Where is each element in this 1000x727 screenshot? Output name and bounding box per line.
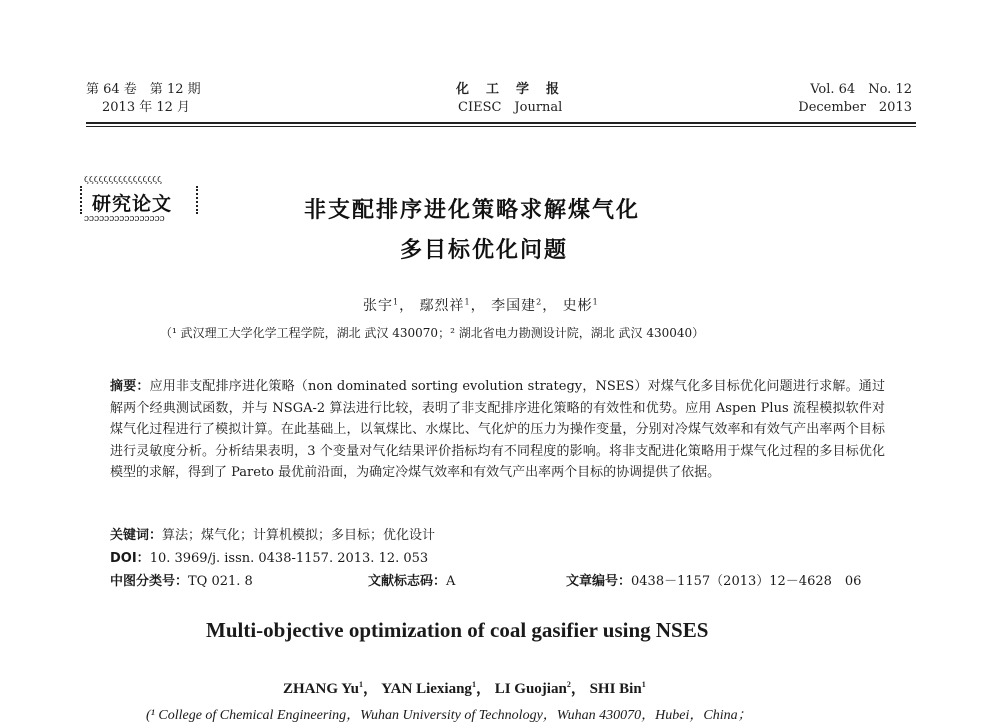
tag-border-left: [80, 186, 86, 214]
author-sep: ，: [399, 298, 415, 314]
title-zh-line2: 多目标优化问题: [400, 238, 569, 263]
author-en-4: SHI Bin: [589, 681, 642, 697]
date-en: December 2013: [798, 100, 912, 115]
doc-code-value: A: [446, 574, 456, 589]
tag-border-top: ζζζζζζζζζζζζζζζζ: [84, 176, 163, 185]
author-sep: ，: [570, 681, 586, 697]
author-sep: ，: [542, 298, 558, 314]
author-en-1: ZHANG Yu: [283, 681, 359, 697]
keywords: [110, 524, 435, 543]
author-zh-1-sup: 1: [393, 297, 400, 307]
journal-name-zh: 化 工 学 报: [456, 82, 562, 97]
author-zh-4-sup: 1: [592, 297, 599, 307]
abstract: [110, 376, 885, 484]
author-en-2-sup: 1: [471, 680, 476, 689]
section-tag-label: 研究论文: [92, 193, 173, 215]
article-number-value: 0438－1157（2013）12－4628 06: [631, 574, 862, 589]
keywords-text: 算法；煤气化；计算机模拟；多目标；优化设计: [162, 528, 436, 543]
title-zh-line1: 非支配排序进化策略求解煤气化: [304, 198, 641, 223]
author-en-1-sup: 1: [359, 680, 363, 689]
volume-issue-en: Vol. 64 No. 12: [810, 82, 912, 97]
header-rule-thick: [86, 122, 916, 124]
volume-issue-zh: 第 64 卷 第 12 期: [86, 82, 201, 97]
author-sep: ，: [363, 681, 379, 697]
doc-code-label: 文献标志码：: [368, 574, 447, 589]
clc-number: [110, 570, 253, 589]
abstract-label: 摘要：: [110, 379, 150, 394]
author-zh-2: 鄢烈祥: [419, 298, 465, 314]
authors-en: [283, 677, 646, 698]
author-zh-2-sup: 1: [464, 297, 471, 307]
tag-border-bottom: ɔɔɔɔɔɔɔɔɔɔɔɔɔɔɔɔ: [84, 215, 165, 224]
author-sep: ，: [470, 298, 486, 314]
author-zh-4: 史彬: [562, 298, 593, 314]
doi-label: DOI：: [110, 551, 150, 566]
clc-value: TQ 021. 8: [188, 574, 253, 589]
date-zh: 2013 年 12 月: [102, 100, 191, 115]
author-sep: ，: [475, 681, 491, 697]
author-en-2: YAN Liexiang: [381, 681, 472, 697]
affiliation-en: (¹ College of Chemical Engineering，Wuhan University of Technology，Wuhan 430070，Hubei，China；: [146, 708, 752, 723]
abstract-text: 应用非支配排序进化策略（non dominated sorting evolution strategy，NSES）对煤气化多目标优化问题进行求解。通过解两个经典测试函数，并与 NSGA-2 算法进行比较，表明了非支配排序进化策略的有效性和优势。应用 Aspen Plus 流程模拟软件对煤气化过程进行了模拟计算。在此基础上，以氧煤比、水煤比、气化炉的压力为操作变量，分别对冷煤气效率和有效气产出率两个目标进行灵敏度分析。分析结果表明，3 个变量对气化结果评价指标均有不同程度的影响。将非支配进化策略用于煤气化过程的多目标优化模型的求解，得到了 Pareto 最优前沿面，为确定冷煤气效率和有效气产出率两个目标的协调提供了依据。: [110, 379, 885, 480]
author-en-4-sup: 1: [641, 680, 646, 689]
journal-name-en: CIESC Journal: [458, 100, 563, 115]
affiliation-zh: （¹ 武汉理工大学化学工程学院，湖北 武汉 430070；² 湖北省电力勘测设计院，湖北 武汉 430040）: [160, 326, 705, 340]
doi: [110, 547, 428, 566]
author-zh-3: 李国建: [491, 298, 537, 314]
tag-border-right: [196, 186, 202, 214]
document-code: [368, 570, 455, 589]
author-en-3-sup: 2: [566, 680, 571, 689]
author-en-3: LI Guojian: [494, 681, 567, 697]
doi-text: 10. 3969/j. issn. 0438-1157. 2013. 12. 053: [149, 551, 429, 566]
section-tag: [78, 176, 204, 224]
clc-label: 中图分类号：: [110, 574, 189, 589]
header-rule-thin: [86, 126, 916, 127]
article-number: [566, 570, 861, 589]
title-en: Multi-objective optimization of coal gasifier using NSES: [206, 618, 709, 642]
author-zh-1: 张宇: [363, 298, 393, 314]
author-zh-3-sup: 2: [536, 297, 543, 307]
authors-zh: [363, 295, 599, 315]
article-number-label: 文章编号：: [566, 574, 632, 589]
keywords-label: 关键词：: [110, 528, 163, 543]
